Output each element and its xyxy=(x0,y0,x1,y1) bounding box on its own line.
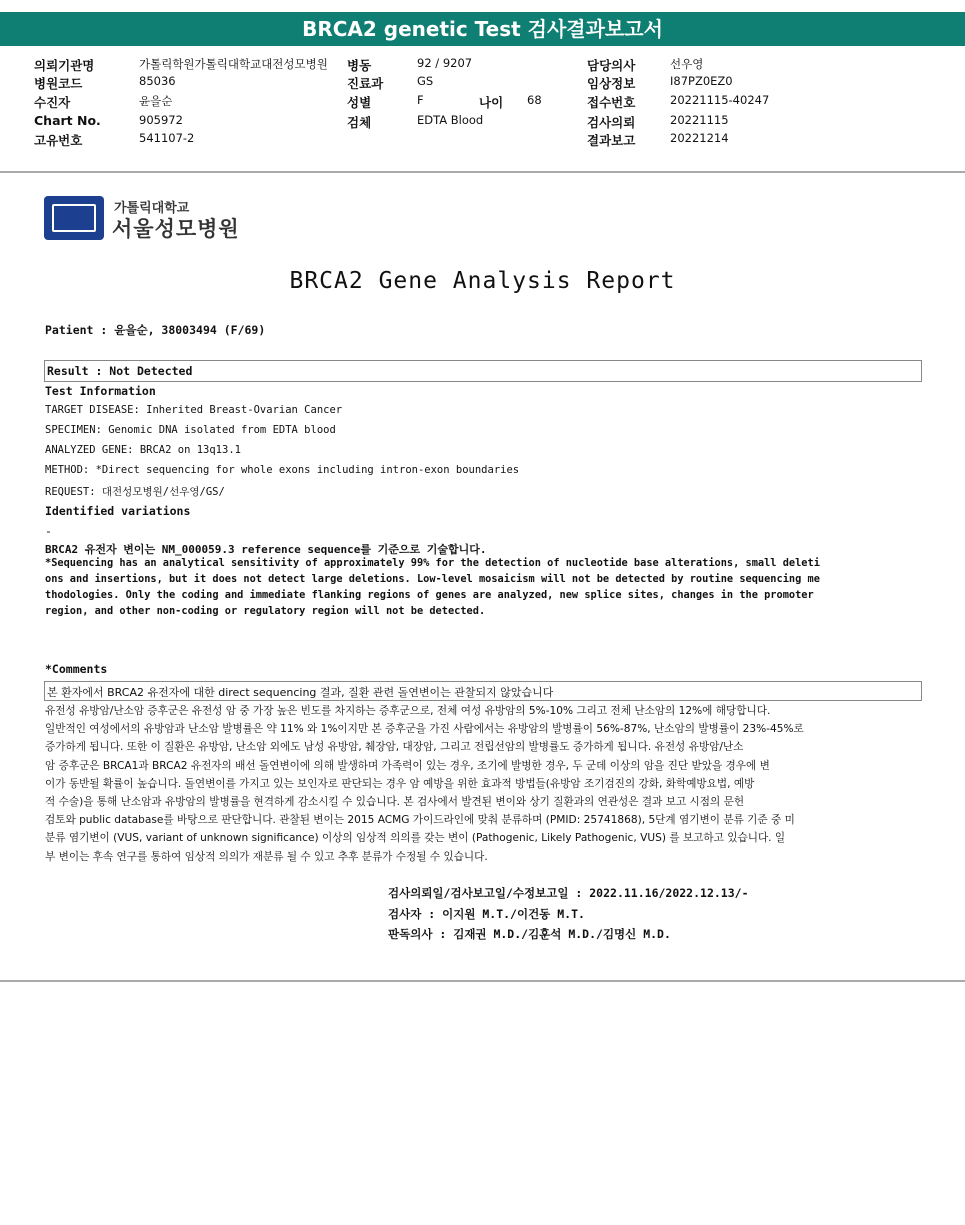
header-label: 접수번호 xyxy=(587,95,636,110)
header-value: 85036 xyxy=(139,74,176,88)
comment-line: 부 변이는 후속 연구를 통하여 임상적 의의가 재분류 될 수 있고 추후 분류가 수정될 수 있습니다. xyxy=(45,850,488,863)
header-row xyxy=(0,131,965,149)
header-label: 담당의사 xyxy=(587,58,636,73)
sequencing-note-line: region, and other non-coding or regulatory region will not be detected. xyxy=(45,605,486,617)
request: REQUEST: 대전성모병원/선우영/GS/ xyxy=(45,486,225,498)
comments-heading: *Comments xyxy=(45,662,108,676)
comment-line: 증가하게 됩니다. 또한 이 질환은 유방암, 난소암 외에도 남성 유방암, 췌장암, 대장암, 그리고 전립선암의 발병률도 증가하게 됩니다. 유전성 유방암/난소 xyxy=(45,741,744,754)
section-divider xyxy=(0,980,965,982)
comment-line: 유전성 유방암/난소암 증후군은 유전성 암 중 가장 높은 빈도를 차지하는 증후군으로, 전체 여성 유방암의 5%-10% 그리고 전체 난소암의 12%에 해당합니다. xyxy=(45,705,771,717)
report-dates: 검사의뢰일/검사보고일/수정보고일 : 2022.11.16/2022.12.13/- xyxy=(388,886,749,900)
header-label: 고유번호 xyxy=(34,133,83,148)
header-value: 905972 xyxy=(139,113,183,127)
header-label: 성별 xyxy=(347,95,372,110)
age-value: 68 xyxy=(527,93,542,107)
header-row xyxy=(0,113,965,131)
comment-line: 암 증후군은 BRCA1과 BRCA2 유전자의 배선 돌연변이에 의해 발생하며 가족력이 있는 경우, 조기에 발병한 경우, 두 군데 이상의 암을 진단 받았을 경우에 변 xyxy=(45,759,770,772)
header-label: 검체 xyxy=(347,115,372,130)
specimen: SPECIMEN: Genomic DNA isolated from EDTA blood xyxy=(45,424,336,436)
analyzed-gene: ANALYZED GENE: BRCA2 on 13q13.1 xyxy=(45,444,241,456)
header-value: 가톨릭학원가톨릭대학교대전성모병원 xyxy=(139,57,328,71)
header-value: 20221115 xyxy=(670,113,729,127)
logo-hospital-name: 서울성모병원 xyxy=(112,217,240,241)
header-value: EDTA Blood xyxy=(417,113,484,127)
header-value: 윤을순 xyxy=(139,94,173,108)
header-label: 임상정보 xyxy=(587,76,636,91)
result-text: Result : Not Detected xyxy=(47,364,193,378)
reference-note: BRCA2 유전자 변이는 NM_000059.3 reference sequence를 기준으로 기술합니다. xyxy=(45,543,487,556)
header-value: F xyxy=(417,93,424,107)
identified-variations-value: - xyxy=(45,524,52,538)
header-value: I87PZ0EZ0 xyxy=(670,74,733,88)
method: METHOD: *Direct sequencing for whole exons including intron-exon boundaries xyxy=(45,464,520,476)
result-box xyxy=(44,360,922,382)
hospital-logo-icon xyxy=(44,196,104,240)
header-value: 20221115-40247 xyxy=(670,93,770,107)
header-label: 병동 xyxy=(347,58,372,73)
age-label: 나이 xyxy=(479,95,504,110)
comments-body xyxy=(45,702,804,866)
header-value: 541107-2 xyxy=(139,131,195,145)
sequencing-note-line: thodologies. Only the coding and immediate flanking regions of genes are analyzed, new splice sites, changes in the promoter xyxy=(45,589,814,601)
header-value: GS xyxy=(417,74,434,88)
header-label: 의뢰기관명 xyxy=(34,58,95,73)
header-label: 수진자 xyxy=(34,95,71,110)
comment-line: 검토와 public database를 바탕으로 판단합니다. 관찰된 변이는 2015 ACMG 가이드라인에 맞춰 분류하며 (PMID: 25741868), 5단계 염기변이 분류 기준 중 미 xyxy=(45,814,795,827)
header-label: 진료과 xyxy=(347,76,384,91)
header-row xyxy=(0,74,965,92)
logo-university-name: 가톨릭대학교 xyxy=(114,201,190,216)
identified-variations-heading: Identified variations xyxy=(45,504,191,518)
test-information-heading: Test Information xyxy=(45,384,156,398)
comment-line: 이가 동반될 확률이 높습니다. 돌연변이를 가지고 있는 보인자로 판단되는 경우 암 예방을 위한 효과적 방법들(유방암 조기검진의 강화, 화학예방요법, 예방 xyxy=(45,777,755,790)
header-row xyxy=(0,93,965,111)
header-value: 92 / 9207 xyxy=(417,56,473,70)
section-divider xyxy=(0,171,965,173)
header-label: Chart No. xyxy=(34,113,101,128)
document-title: BRCA2 genetic Test 검사결과보고서 xyxy=(0,12,965,46)
comment-line: 분류 염기변이 (VUS, variant of unknown significance) 이상의 임상적 의의를 갖는 변이 (Pathogenic, Likely Pathogenic, VUS) 를 보고하고 있습니다. 일 xyxy=(45,832,786,845)
comment-line: 일반적인 여성에서의 유방암과 난소암 발병률은 약 11% 와 1%이지만 본 증후군을 가진 사람에서는 유방암의 발병률이 56%-87%, 난소암의 발병률이 23%-45%로 xyxy=(45,723,804,736)
sequencing-note-line: *Sequencing has an analytical sensitivity of approximately 99% for the detection of nucleotide base alterations, small deleti xyxy=(45,557,820,569)
report-title: BRCA2 Gene Analysis Report xyxy=(289,268,676,294)
examiner: 검사자 : 이지원 M.T./이건동 M.T. xyxy=(388,907,585,921)
supervisor: 판독의사 : 김재권 M.D./김훈석 M.D./김명신 M.D. xyxy=(388,927,671,941)
header-label: 검사의뢰 xyxy=(587,115,636,130)
comment-box-text: 본 환자에서 BRCA2 유전자에 대한 direct sequencing 결과, 질환 관련 돌연변이는 관찰되지 않았습니다 xyxy=(47,686,554,699)
comment-line: 적 수술)을 통해 난소암과 유방암의 발병률을 현격하게 감소시킬 수 있습니다. 본 검사에서 발견된 변이와 상기 질환과의 연관성은 결과 보고 시점의 문헌 xyxy=(45,796,745,809)
header-value: 20221214 xyxy=(670,131,729,145)
comment-box xyxy=(44,681,922,701)
target-disease: TARGET DISEASE: Inherited Breast-Ovarian Cancer xyxy=(45,404,343,416)
header-value: 선우영 xyxy=(670,57,704,71)
patient-line: Patient : 윤을순, 38003494 (F/69) xyxy=(45,323,266,337)
header-label: 병원코드 xyxy=(34,76,83,91)
header-label: 결과보고 xyxy=(587,133,636,148)
sequencing-note-line: ons and insertions, but it does not detect large deletions. Low-level mosaicism will not be detected by routine sequencing me xyxy=(45,573,820,585)
header-row xyxy=(0,56,965,74)
